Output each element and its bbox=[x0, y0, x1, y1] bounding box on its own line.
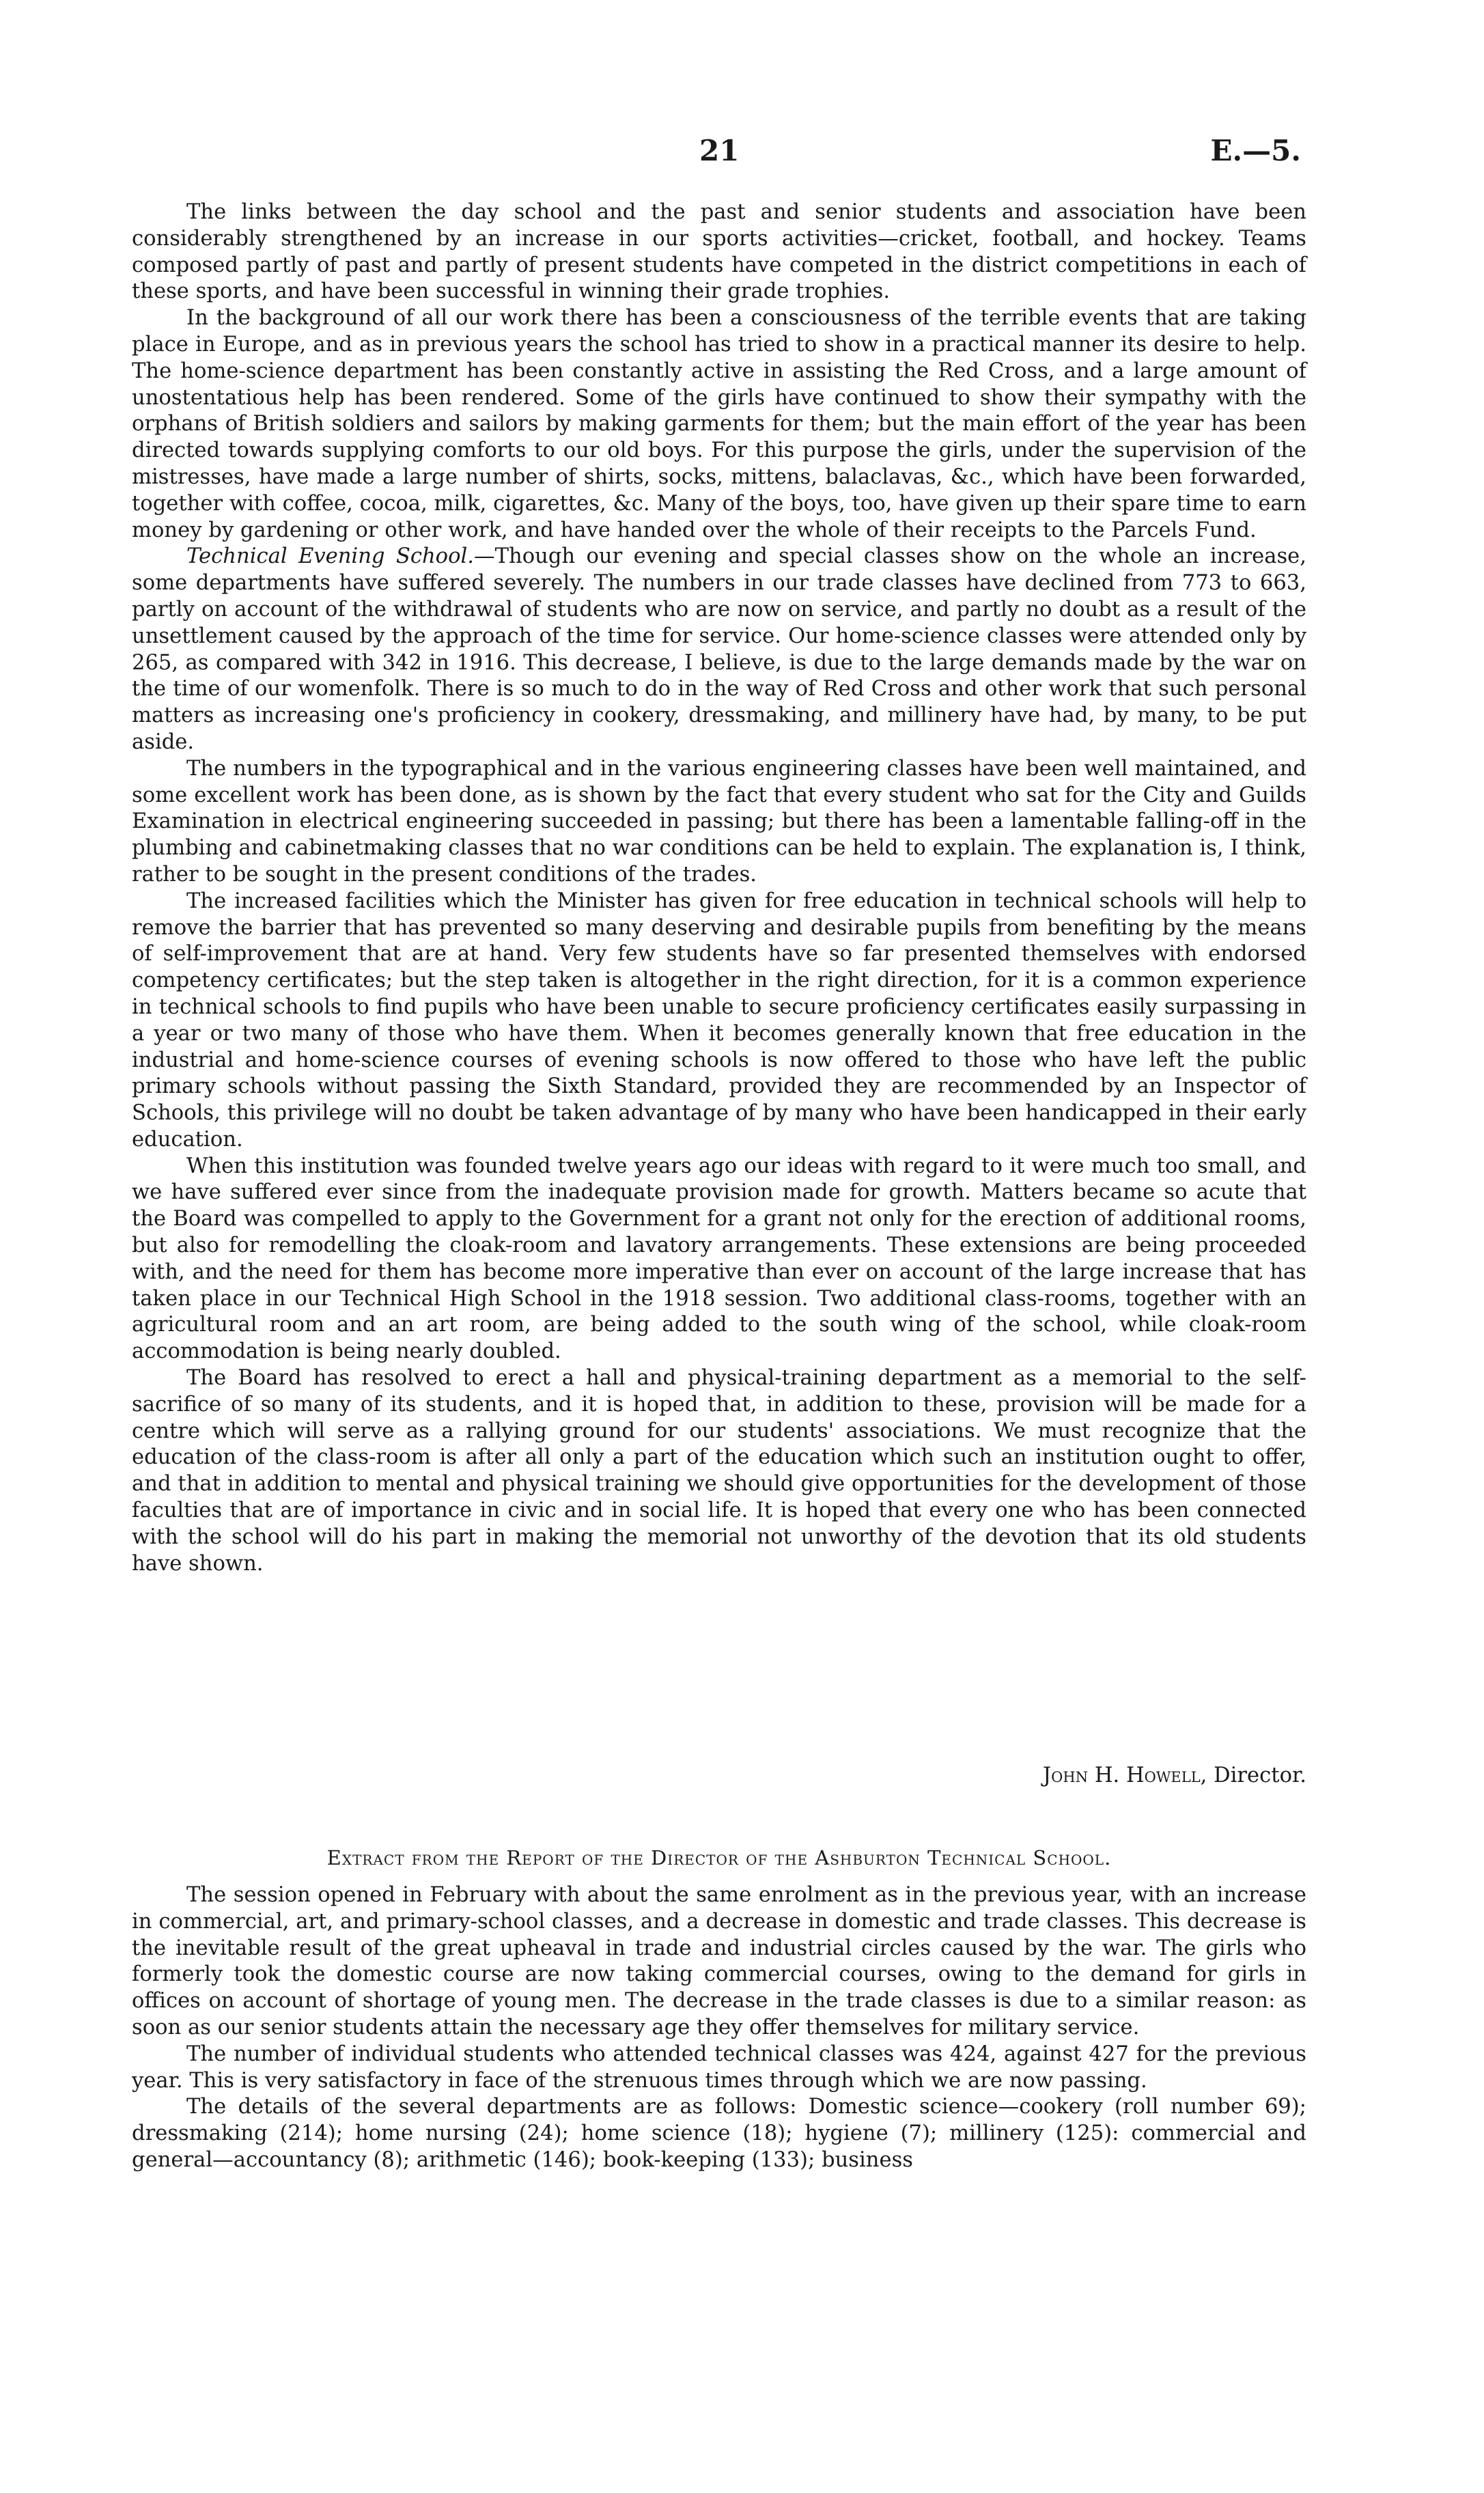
document-reference: E.—5. bbox=[1210, 134, 1301, 167]
signature-name: John H. Howell bbox=[1042, 1764, 1201, 1787]
report-body-ashburton bbox=[132, 1882, 1306, 2174]
signature bbox=[132, 1762, 1306, 1789]
paragraph-departments: The details of the several departments are as follows: Domestic science—cookery (roll number 69); dressmaking (214); home nursing (24); home science (18); hygiene (7); millinery (125): commercial and general—accountancy (8); arithmetic (146); book-keeping (133); business bbox=[132, 2095, 1306, 2172]
paragraph-student-numbers: The number of individual students who attended technical classes was 424, against 427 for the previous year. This is very satisfactory in face of the strenuous times through which we are now passing. bbox=[132, 2042, 1306, 2093]
paragraph-war-effort: In the background of all our work there has been a consciousness of the terrible events that are taking place in Europe, and as in previous years the school has tried to show in a practical manner its desire to help. The home-science department has been constantly active in assisting the Red Cross, and a large amount of unostentatious help has been rendered. Some of the girls have continued to show their sympathy with the orphans of British soldiers and sailors by making garments for them; but the main effort of the year has been directed towards supplying comforts to our old boys. For this purpose the girls, under the supervision of the mistresses, have made a large number of shirts, socks, mittens, balaclavas, &c., which have been forwarded, together with coffee, cocoa, milk, cigarettes, &c. Many of the boys, too, have given up their spare time to earn money by gardening or other work, and have handed over the whole of their receipts to the Parcels Fund. bbox=[132, 306, 1306, 542]
page-header bbox=[0, 134, 1484, 175]
paragraph-engineering: The numbers in the typographical and in the various engineering classes have been well maintained, and some excellent work has been done, as is shown by the fact that every student who sat for the City and Guilds Examination in electrical engineering succeeded in passing; but there has been a lamentable falling-off in the plumbing and cabinetmaking classes that no war conditions can be held to explain. The explanation is, I think, rather to be sought in the present conditions of the trades. bbox=[132, 756, 1306, 887]
paragraph-free-education: The increased facilities which the Minister has given for free education in technical schools will help to remove the barrier that has prevented so many deserving and desirable pupils from benefiting by the means of self-improvement that are at hand. Very few students have so far presented themselves with endorsed competency certificates; but the step taken is altogether in the right direction, for it is a common experience in technical schools to find pupils who have been unable to secure proficiency certificates easily surpassing in a year or two many of those who have them. When it becomes generally known that free education in the industrial and home-science courses of evening schools is now offered to those who have left the public primary schools without passing the Sixth Standard, provided they are recommended by an Inspector of Schools, this privilege will no doubt be taken advantage of by many who have been handicapped in their early education. bbox=[132, 889, 1306, 1152]
paragraph-evening-school bbox=[132, 544, 1306, 755]
signature-title: , Director. bbox=[1200, 1764, 1306, 1787]
paragraph-sports: The links between the day school and the past and senior students and association have been considerably strengthened by an increase in our sports activities—cricket, football, and hockey. Teams composed partly of past and partly of present students have competed in the district competitions in each of these sports, and have been successful in winning their grade trophies. bbox=[132, 200, 1306, 304]
paragraph-enrolment: The session opened in February with about the same enrolment as in the previous year, with an increase in commercial, art, and primary-school classes, and a decrease in domestic and trade classes. This decrease is the inevitable result of the great upheaval in trade and industrial circles caused by the war. The girls who formerly took the domestic course are now taking commercial courses, owing to the demand for girls in offices on account of shortage of young men. The decrease in the trade classes is due to a similar reason: as soon as our senior students attain the necessary age they offer themselves for military service. bbox=[132, 1883, 1306, 2039]
report-body-howell bbox=[132, 199, 1306, 1577]
paragraph-extensions: When this institution was founded twelve years ago our ideas with regard to it were much too small, and we have suffered ever since from the inadequate provision made for growth. Matters became so acute that the Board was compelled to apply to the Government for a grant not only for the erection of additional rooms, but also for remodelling the cloak-room and lavatory arrangements. These extensions are being proceeded with, and the need for them has become more imperative than ever on account of the large increase that has taken place in our Technical High School in the 1918 session. Two additional class-rooms, together with an agricultural room and an art room, are being added to the south wing of the school, while cloak-room accommodation is being nearly doubled. bbox=[132, 1154, 1306, 1364]
paragraph-memorial: The Board has resolved to erect a hall and physical-training department as a memorial to the self-sacrifice of so many of its students, and it is hoped that, in addition to these, provision will be made for a centre which will serve as a rallying ground for our students' associations. We must recognize that the education of the class-room is after all only a part of the education which such an institution ought to offer, and that in addition to mental and physical training we should give opportunities for the development of those faculties that are of importance in civic and in social life. It is hoped that every one who has been connected with the school will do his part in making the memorial not unworthy of the devotion that its old students have shown. bbox=[132, 1366, 1306, 1576]
paragraph-evening-school-text: —Though our evening and special classes show on the whole an increase, some departments have suffered severely. The numbers in our trade classes have declined from 773 to 663, partly on account of the withdrawal of students who are now on service, and partly no doubt as a result of the unsettlement caused by the approach of the time for service. Our home-science classes were attended only by 265, as compared with 342 in 1916. This decrease, I believe, is due to the large demands made by the war on the time of our womenfolk. There is so much to do in the way of Red Cross and other work that such personal matters as increasing one's proficiency in cookery, dressmaking, and millinery have had, by many, to be put aside. bbox=[132, 544, 1306, 754]
heading-technical-evening-school: Technical Evening School. bbox=[186, 544, 475, 569]
page-number: 21 bbox=[699, 134, 740, 167]
section-title-ashburton: Extract from the Report of the Director of the Ashburton Technical School. bbox=[326, 1846, 1112, 1869]
